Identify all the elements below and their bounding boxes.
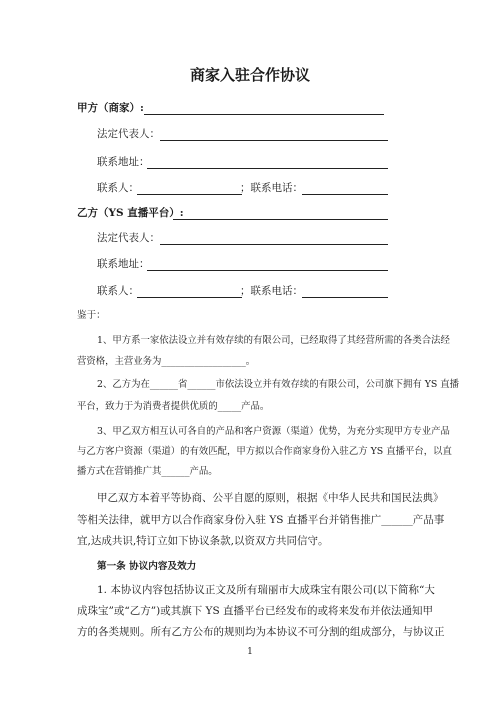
party-a-legal-rep-blank	[160, 140, 388, 141]
party-a-phone-label: ；联系电话：	[240, 182, 303, 194]
party-b-address-blank	[147, 270, 388, 271]
party-b-contact-blank	[137, 297, 242, 298]
article-1-heading: 第一条 协议内容及效力	[97, 561, 197, 572]
article-1-line-3: 方的各类规则。所有乙方公布的规则均为本协议不可分割的组成部分，与协议正	[77, 626, 445, 638]
party-b-phone-blank	[302, 297, 388, 298]
party-b-contact-label: 联系人：	[97, 285, 139, 297]
clause-2-line-1: 2、乙方为在______省______市依法设立并有效存续的有限公司，公司旗下拥有 YS 直播	[97, 379, 460, 390]
party-a-contact-label: 联系人：	[97, 182, 139, 194]
document-title: 商家入驻合作协议	[189, 66, 310, 84]
party-a-address-blank	[147, 168, 388, 169]
party-a-label: 甲方（商家）:	[77, 102, 144, 114]
intro-line-3: 宜,达成共识,特订立如下协议条款,以资双方共同信守。	[77, 535, 329, 547]
whereas-label: 鉴于：	[77, 310, 106, 321]
party-a-address-label: 联系地址：	[97, 156, 150, 168]
clause-3-line-3: 播方式在营销推广其______产品。	[77, 466, 218, 477]
party-a-legal-rep-label: 法定代表人：	[97, 128, 160, 140]
article-1-line-2: 成珠宝”或“乙方”)或其旗下 YS 直播平台已经发布的或将来发布并依法通知甲	[77, 605, 433, 617]
intro-line-2: 等相关法律，就甲方以合作商家身份入驻 YS 直播平台并销售推广______产品事	[77, 514, 445, 526]
intro-line-1: 甲乙双方本着平等协商、公平自愿的原则，根据《中华人民共和国民法典》	[97, 492, 444, 504]
party-b-label: 乙方（YS 直播平台）:	[77, 207, 184, 219]
party-a-name-blank	[144, 114, 384, 115]
clause-1-line-1: 1、甲方系一家依法设立并有效存续的有限公司，已经取得了其经营所需的各类合法经	[97, 335, 450, 346]
party-b-name-blank	[173, 219, 388, 220]
clause-1-line-2: 营资格，主营业务为__________________。	[77, 356, 256, 367]
party-b-legal-rep-blank	[160, 244, 388, 245]
party-a-contact-blank	[137, 194, 242, 195]
party-b-legal-rep-label: 法定代表人：	[97, 232, 160, 244]
clause-3-line-1: 3、甲乙双方相互认可各自的产品和客户资源（渠道）优势，为充分实现甲方专业产品	[97, 426, 450, 437]
party-a-phone-blank	[302, 194, 388, 195]
clause-2-line-2: 平台，致力于为消费者提供优质的_____产品。	[77, 401, 270, 412]
article-1-line-1: 1. 本协议内容包括协议正文及所有瑞丽市大成珠宝有限公司(以下简称“大	[97, 584, 435, 596]
party-b-phone-label: ；联系电话：	[240, 285, 303, 297]
party-b-address-label: 联系地址：	[97, 258, 150, 270]
clause-3-line-2: 与乙方客户资源（渠道）的有效匹配，甲方拟以合作商家身份入驻乙方 YS 直播平台，以直	[77, 446, 452, 457]
page-number: 1	[247, 647, 253, 657]
